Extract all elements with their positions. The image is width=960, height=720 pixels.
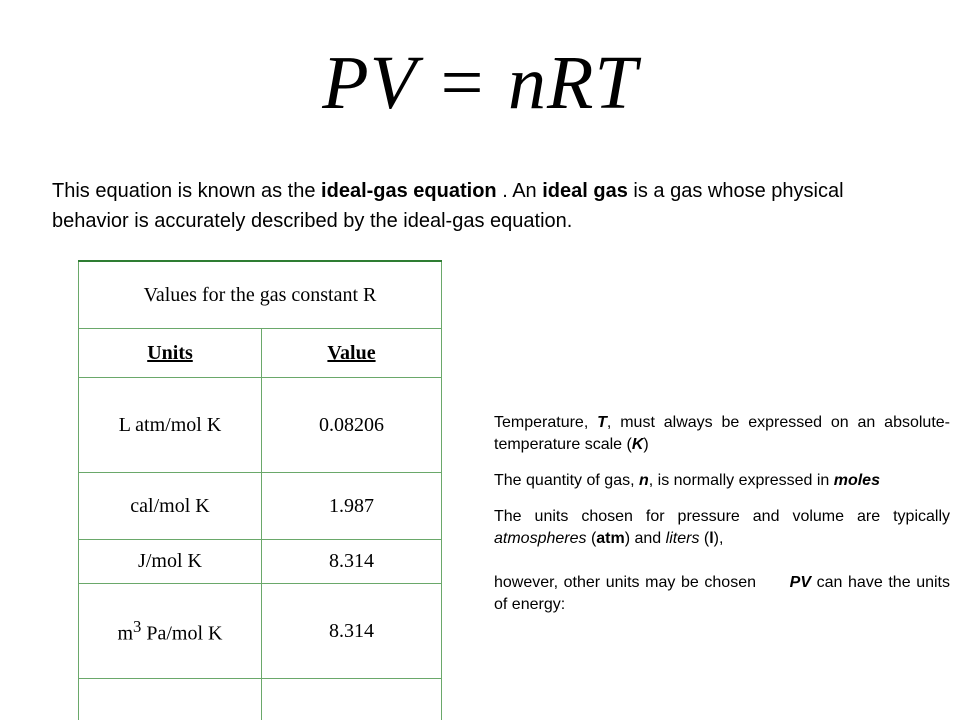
column-header-units: Units [79, 329, 262, 378]
value-cell: 1.987 [262, 473, 442, 540]
note-temperature: Temperature, T, must always be expressed on an absolute-temperature scale (K) [494, 414, 951, 453]
table-row-cropped [79, 679, 442, 720]
units-cell: L atm/mol K [79, 378, 262, 473]
table-row [79, 540, 442, 584]
value-cell: 0.08206 [262, 378, 442, 473]
notes-text [494, 412, 950, 630]
units-cell: J/mol K [79, 540, 262, 584]
term-ideal-gas: ideal gas [542, 180, 628, 202]
column-header-value: Value [262, 329, 442, 378]
value-cell: 8.314 [262, 584, 442, 679]
units-cell: $m^3$ Pa/mol K [79, 584, 262, 679]
note-energy: however, other units may be chosen PV can have the units of energy: [494, 574, 950, 613]
gas-constant-table-container [78, 260, 442, 720]
gas-constant-table [78, 260, 442, 720]
term-ideal-gas-equation: ideal-gas equation [321, 180, 497, 202]
note-quantity: The quantity of gas, n, is normally expressed in moles [494, 472, 880, 489]
value-cell: 8.314 [262, 540, 442, 584]
intro-paragraph: This equation is known as the ideal-gas equation . An ideal gas is a gas whose physical behavior is accurately described by the ideal-gas equation. [52, 180, 844, 232]
table-row [79, 584, 442, 679]
table-row [79, 378, 442, 473]
note-units: The units chosen for pressure and volume are typically atmospheres (atm) and liters (l), [494, 508, 950, 547]
table-row [79, 473, 442, 540]
units-cell: cal/mol K [79, 473, 262, 540]
ideal-gas-equation: PV = nRT [322, 41, 638, 125]
table-caption: Values for the gas constant R [79, 261, 442, 329]
